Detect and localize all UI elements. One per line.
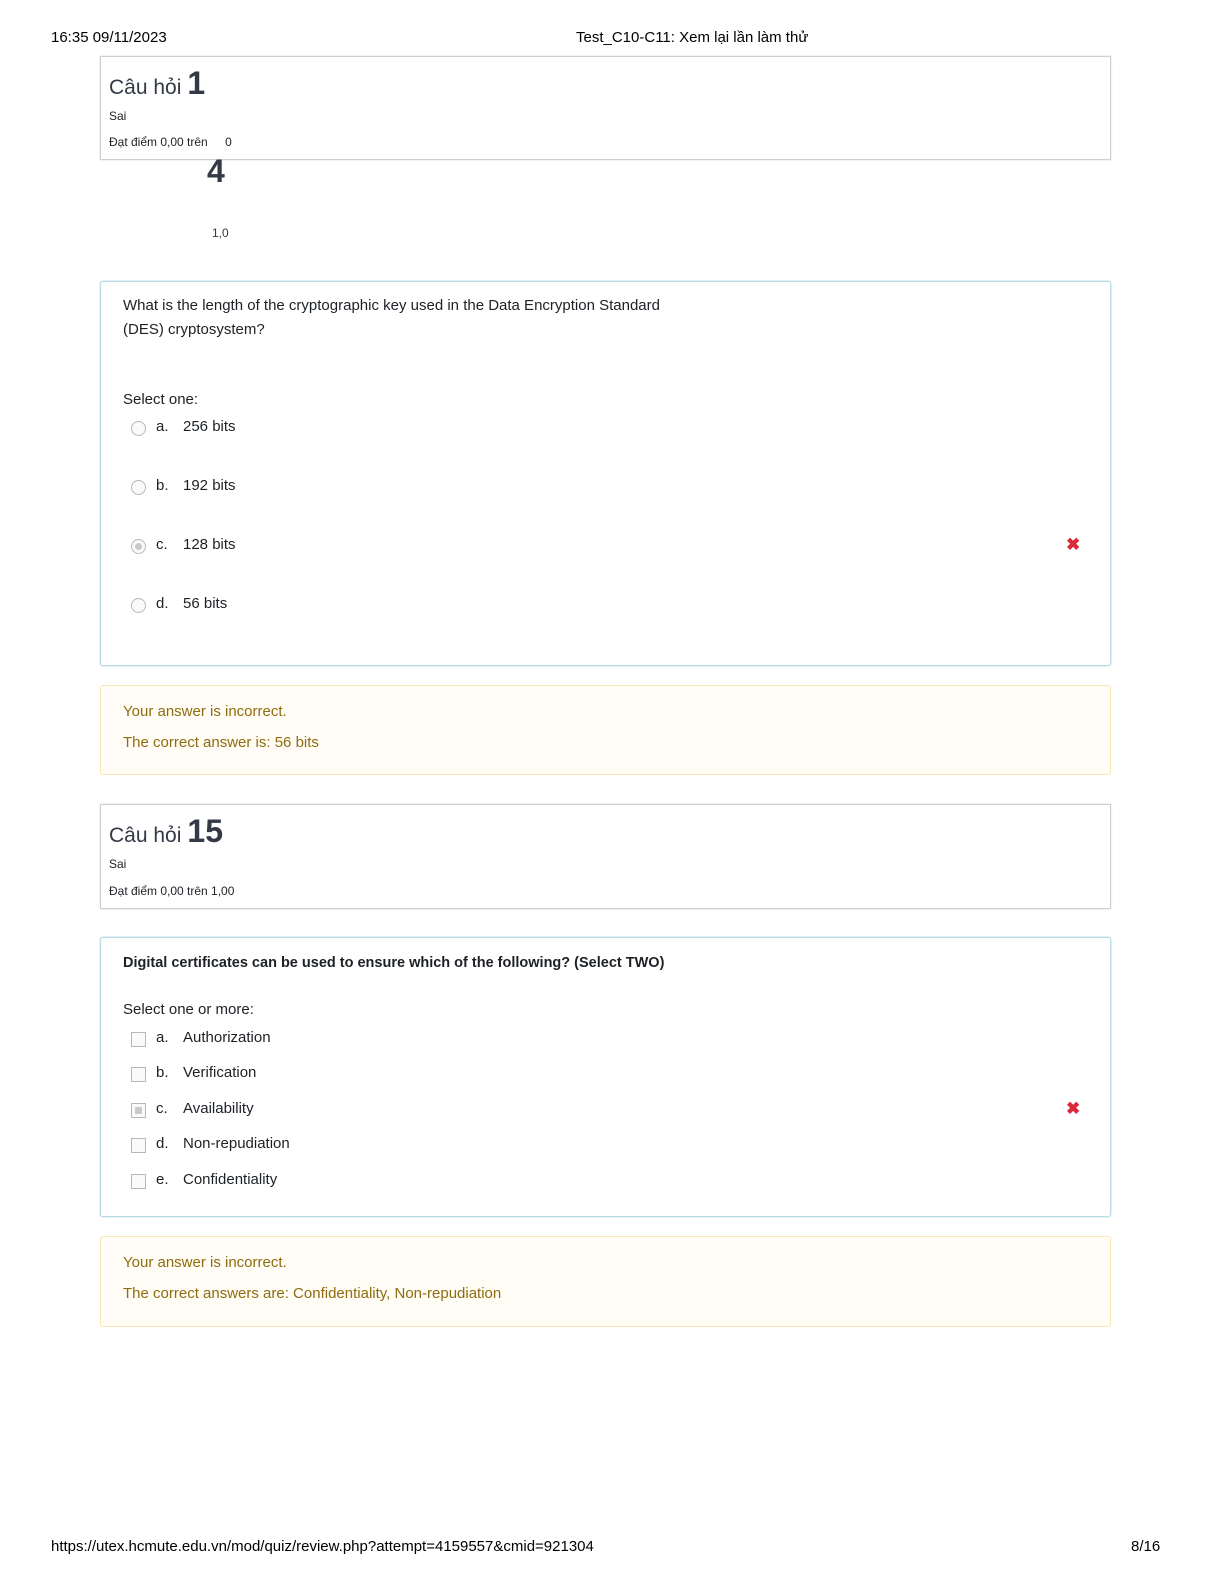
option-letter: b.: [156, 477, 169, 494]
radio-button[interactable]: [131, 421, 146, 436]
feedback-correct-answers: The correct answers are: Confidentiality, Non-repudiation: [123, 1285, 502, 1302]
option-text: Authorization: [183, 1029, 271, 1046]
checkbox[interactable]: [131, 1138, 146, 1153]
select-more-prompt: Select one or more:: [123, 1001, 254, 1018]
answer-option-d[interactable]: [131, 595, 1091, 617]
question-label: Câu hỏi: [109, 76, 182, 99]
grade-text: Đạt điểm 0,00 trên: [109, 135, 208, 149]
answer-option-c[interactable]: [131, 536, 1091, 558]
checkbox[interactable]: [131, 1032, 146, 1047]
option-letter: e.: [156, 1171, 169, 1188]
question-text-line-1: What is the length of the cryptographic key used in the Data Encryption Standard: [123, 297, 660, 314]
option-letter: c.: [156, 1100, 168, 1117]
feedback-status: Your answer is incorrect.: [123, 1254, 287, 1271]
print-page-title: Test_C10-C11: Xem lại lần làm thử: [576, 29, 809, 46]
option-letter: a.: [156, 418, 169, 435]
question-15-heading: [109, 813, 223, 850]
feedback-correct-answer: The correct answer is: 56 bits: [123, 734, 319, 751]
answer-option-a[interactable]: [131, 418, 1091, 440]
option-letter: b.: [156, 1064, 169, 1081]
question-15-feedback: [100, 1236, 1111, 1327]
question-text: Digital certificates can be used to ensure which of the following? (Select TWO): [123, 955, 665, 971]
answer-option-a[interactable]: [131, 1029, 1091, 1051]
option-text: Non-repudiation: [183, 1135, 290, 1152]
question-1-info: [100, 56, 1111, 160]
ghost-grade-fragment: 1,0: [212, 226, 229, 240]
option-text: 128 bits: [183, 536, 236, 553]
answer-option-c[interactable]: [131, 1100, 1091, 1122]
option-letter: d.: [156, 1135, 169, 1152]
question-1-grade: [109, 135, 232, 149]
checkbox[interactable]: [131, 1174, 146, 1189]
radio-button-selected[interactable]: [131, 539, 146, 554]
option-letter: a.: [156, 1029, 169, 1046]
ghost-number-digit: 4: [207, 153, 225, 189]
feedback-status: Your answer is incorrect.: [123, 703, 287, 720]
question-15-content: [100, 937, 1111, 1217]
question-1-heading: [109, 65, 205, 102]
answer-option-e[interactable]: [131, 1171, 1091, 1193]
answer-option-b[interactable]: [131, 1064, 1091, 1086]
question-14-content: [100, 281, 1111, 666]
question-15-info: [100, 804, 1111, 909]
answer-option-d[interactable]: [131, 1135, 1091, 1157]
checkbox[interactable]: [131, 1067, 146, 1082]
question-number: 15: [187, 813, 223, 849]
option-text: 192 bits: [183, 477, 236, 494]
print-url: https://utex.hcmute.edu.vn/mod/quiz/review.php?attempt=4159557&cmid=921304: [51, 1538, 594, 1555]
option-text: 56 bits: [183, 595, 228, 612]
print-datetime: 16:35 09/11/2023: [51, 29, 167, 46]
question-15-state: Sai: [109, 857, 127, 871]
option-text: Confidentiality: [183, 1171, 278, 1188]
option-text: Verification: [183, 1064, 257, 1081]
option-letter: c.: [156, 536, 168, 553]
print-page-number: 8/16: [1131, 1538, 1161, 1555]
radio-button[interactable]: [131, 598, 146, 613]
answer-option-b[interactable]: [131, 477, 1091, 499]
checkbox-checked[interactable]: [131, 1103, 146, 1118]
question-15-grade: Đạt điểm 0,00 trên 1,00: [109, 884, 235, 898]
question-label: Câu hỏi: [109, 824, 182, 847]
question-number: 1: [187, 65, 206, 101]
cross-icon: ✖: [1066, 1099, 1081, 1118]
radio-button[interactable]: [131, 480, 146, 495]
select-one-prompt: Select one:: [123, 391, 199, 408]
option-text: 256 bits: [183, 418, 236, 435]
grade-cut-fragment: 0: [225, 135, 232, 149]
option-text: Availability: [183, 1100, 254, 1117]
question-14-feedback: [100, 685, 1111, 775]
question-1-state: Sai: [109, 109, 127, 123]
cross-icon: ✖: [1066, 535, 1081, 554]
option-letter: d.: [156, 595, 169, 612]
question-text-line-2: (DES) cryptosystem?: [123, 321, 265, 338]
